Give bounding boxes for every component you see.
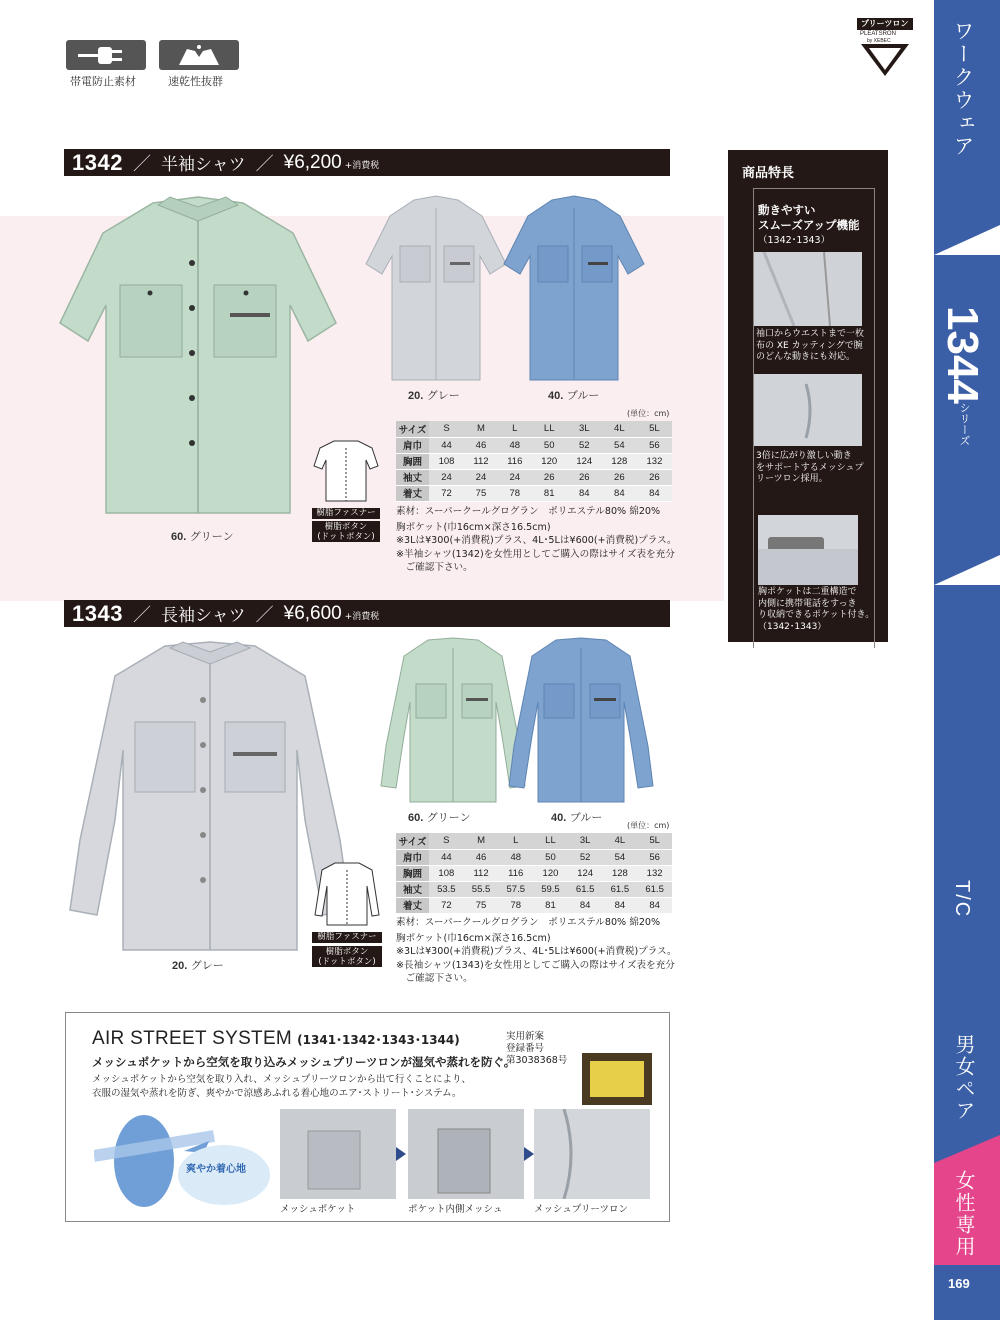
feature-text-cutting: 袖口からウエストまで一枚 布の XE カッティングで腕 のどんな動きにも対応。 bbox=[756, 329, 865, 362]
size-cell: 56 bbox=[637, 849, 672, 865]
size-cell: 75 bbox=[464, 897, 499, 913]
size-cell: 81 bbox=[533, 897, 568, 913]
size-cell: 72 bbox=[429, 897, 464, 913]
size-row-label: 着丈 bbox=[396, 485, 429, 501]
size-table-1342 bbox=[396, 421, 672, 502]
size-cell: 48 bbox=[498, 849, 533, 865]
caption-pocket-inner-mesh: ポケット内側メッシュ bbox=[408, 1204, 503, 1215]
color-caption-blue-1342: 40. ブルー bbox=[548, 389, 600, 402]
sidebar-series-suffix: シリーズ bbox=[958, 402, 971, 446]
size-cell: 48 bbox=[498, 437, 532, 453]
color-caption-grey-1343: 20. グレー bbox=[172, 959, 224, 972]
size-cell: 112 bbox=[464, 865, 499, 881]
color-caption-green-1342: 60. グリーン bbox=[171, 530, 234, 543]
size-cell: 5L bbox=[637, 421, 672, 437]
notes-1343: 素材：スーパークールグログラン ポリエステル80% 綿20% 胸ポケット(巾16cm×深さ16.5cm) ※3Lは¥300(+消費税)プラス、4L･5Lは¥600(+消費税)プラス。 ※長袖シャツ(1343)を女性用としてご購入の際はサイズ表を充分 ご確認下さい。 bbox=[396, 917, 677, 984]
size-row bbox=[396, 849, 672, 865]
shirt-1342-green-image bbox=[58, 193, 348, 523]
size-cell: M bbox=[464, 421, 498, 437]
size-cell: LL bbox=[533, 833, 568, 849]
air-street-title-row bbox=[92, 1028, 460, 1050]
size-cell: L bbox=[498, 421, 532, 437]
size-cell: S bbox=[429, 421, 464, 437]
product-name: 半袖シャツ bbox=[160, 155, 246, 175]
size-cell: L bbox=[498, 833, 533, 849]
notes-1342: 素材：スーパークールグログラン ポリエステル80% 綿20% 胸ポケット(巾16cm×深さ16.5cm) ※3Lは¥300(+消費税)プラス、4L･5Lは¥600(+消費税)プラス。 ※半袖シャツ(1342)を女性用としてご購入の際はサイズ表を充分 ご確認下さい。 bbox=[396, 506, 677, 573]
product-code: 1342 bbox=[72, 149, 123, 175]
antistatic-icon bbox=[66, 40, 146, 70]
size-cell: M bbox=[464, 833, 499, 849]
feature-label-antistatic: 帯電防止素材 bbox=[70, 75, 136, 88]
size-cell: 84 bbox=[637, 485, 672, 501]
size-cell: 78 bbox=[498, 897, 533, 913]
size-cell: 75 bbox=[464, 485, 498, 501]
brand-logo-sub: PLEATSRON bbox=[860, 31, 896, 37]
size-row-label: サイズ bbox=[396, 421, 429, 437]
size-row-label: 肩巾 bbox=[396, 849, 429, 865]
feature-photo-cutting bbox=[754, 252, 862, 326]
size-row-label: 肩巾 bbox=[396, 437, 429, 453]
tag-resin-button-1342: 樹脂ボタン (ドットボタン) bbox=[312, 521, 380, 542]
sidebar-women: 女性専用 bbox=[952, 1170, 976, 1258]
size-cell: 3L bbox=[568, 833, 603, 849]
size-row-label: 着丈 bbox=[396, 897, 429, 913]
size-row bbox=[396, 469, 672, 485]
brand-logo-by: by XEBEC bbox=[867, 38, 891, 44]
size-cell: 84 bbox=[602, 485, 637, 501]
size-cell: 132 bbox=[637, 453, 672, 469]
size-header-row bbox=[396, 833, 672, 849]
air-street-lead: メッシュポケットから空気を取り込みメッシュプリーツロンが湿気や蒸れを防ぐ。 bbox=[92, 1055, 516, 1069]
size-row bbox=[396, 485, 672, 501]
air-street-codes: (1341･1342･1343･1344) bbox=[297, 1033, 460, 1047]
sidebar bbox=[934, 0, 1000, 1320]
size-cell: 50 bbox=[533, 849, 568, 865]
shirt-1342-grey-image bbox=[364, 194, 514, 384]
tag-resin-zipper-1342: 樹脂ファスナー bbox=[312, 508, 380, 519]
size-header-row bbox=[396, 421, 672, 437]
size-cell: 55.5 bbox=[464, 881, 499, 897]
size-row-label: 袖丈 bbox=[396, 881, 429, 897]
size-cell: 61.5 bbox=[637, 881, 672, 897]
product-tax: +消費税 bbox=[344, 161, 380, 171]
size-cell: 120 bbox=[532, 453, 567, 469]
features-headline: 動きやすい スムーズアップ機能 （1342･1343） bbox=[758, 203, 860, 246]
air-street-desc: メッシュポケットから空気を取り入れ、メッシュプリーツロンから出て行くことにより、 衣服の湿気や蒸れを防ぎ、爽やかで涼感あふれる着心地のエア･ストリート･システム。 bbox=[92, 1074, 471, 1099]
size-cell: 26 bbox=[532, 469, 567, 485]
features-title: 商品特長 bbox=[742, 166, 795, 181]
size-cell: 5L bbox=[637, 833, 672, 849]
size-cell: 46 bbox=[464, 849, 499, 865]
size-cell: 61.5 bbox=[568, 881, 603, 897]
brand-logo bbox=[855, 14, 915, 78]
size-cell: 78 bbox=[498, 485, 532, 501]
size-cell: 128 bbox=[602, 453, 637, 469]
size-cell: 44 bbox=[429, 849, 464, 865]
size-row-label: 胸囲 bbox=[396, 865, 429, 881]
size-cell: 84 bbox=[567, 485, 602, 501]
size-row bbox=[396, 881, 672, 897]
size-cell: 57.5 bbox=[498, 881, 533, 897]
feature-label-quick-dry: 速乾性抜群 bbox=[168, 75, 223, 88]
size-cell: 4L bbox=[602, 421, 637, 437]
size-row-label: サイズ bbox=[396, 833, 429, 849]
product-price: ¥6,200 bbox=[283, 151, 342, 173]
size-cell: 24 bbox=[498, 469, 532, 485]
air-street-box bbox=[65, 1012, 670, 1222]
shirt-1343-back-diagram bbox=[312, 860, 382, 928]
size-cell: 128 bbox=[603, 865, 638, 881]
unit-label-1343: (単位：cm) bbox=[627, 821, 670, 830]
size-cell: LL bbox=[532, 421, 567, 437]
size-row bbox=[396, 865, 672, 881]
size-cell: 26 bbox=[602, 469, 637, 485]
size-cell: 3L bbox=[567, 421, 602, 437]
shirt-1343-blue-image bbox=[506, 636, 656, 806]
size-cell: 61.5 bbox=[603, 881, 638, 897]
size-cell: 52 bbox=[568, 849, 603, 865]
size-cell: 50 bbox=[532, 437, 567, 453]
shirt-1342-blue-image bbox=[502, 194, 652, 384]
product-header-1342: 1342 ／ 半袖シャツ ／ ¥6,200 +消費税 bbox=[64, 149, 670, 176]
shirt-1342-back-diagram bbox=[312, 438, 380, 504]
size-row bbox=[396, 897, 672, 913]
size-cell: 44 bbox=[429, 437, 464, 453]
caption-mesh-pocket: メッシュポケット bbox=[280, 1204, 356, 1215]
product-code: 1343 bbox=[72, 600, 123, 626]
size-row-label: 袖丈 bbox=[396, 469, 429, 485]
size-cell: 46 bbox=[464, 437, 498, 453]
size-cell: 124 bbox=[568, 865, 603, 881]
size-row bbox=[396, 453, 672, 469]
size-cell: 116 bbox=[498, 453, 532, 469]
size-cell: 59.5 bbox=[533, 881, 568, 897]
size-cell: 124 bbox=[567, 453, 602, 469]
feature-photo-pocket bbox=[758, 515, 858, 585]
feature-text-pocket: 胸ポケットは二重構造で 内側に携帯電話をすっき り収納できるポケット付き。 （1342･1343） bbox=[758, 587, 875, 632]
size-cell: 116 bbox=[498, 865, 533, 881]
product-header-1343: 1343 ／ 長袖シャツ ／ ¥6,600 +消費税 bbox=[64, 600, 670, 627]
comfort-label: 爽やか着心地 bbox=[186, 1164, 246, 1175]
photo-pocket-inner-mesh bbox=[408, 1109, 524, 1199]
size-cell: 132 bbox=[637, 865, 672, 881]
size-cell: 26 bbox=[637, 469, 672, 485]
caption-mesh-pleatsron: メッシュプリーツロン bbox=[534, 1204, 629, 1215]
sidebar-pair: 男女ペア bbox=[952, 1034, 976, 1122]
size-cell: 81 bbox=[532, 485, 567, 501]
size-cell: 54 bbox=[602, 437, 637, 453]
size-cell: 24 bbox=[429, 469, 464, 485]
sidebar-series-number: 1344 bbox=[938, 306, 987, 404]
size-cell: 4L bbox=[603, 833, 638, 849]
tag-resin-zipper-1343: 樹脂ファスナー bbox=[312, 932, 382, 943]
color-caption-grey-1342: 20. グレー bbox=[408, 389, 460, 402]
size-cell: 24 bbox=[464, 469, 498, 485]
unit-label-1342: (単位：cm) bbox=[627, 409, 670, 418]
page-number: 169 bbox=[948, 1276, 970, 1291]
size-cell: 108 bbox=[429, 865, 464, 881]
brand-logo-text: プリーツロン bbox=[861, 19, 909, 28]
color-caption-blue-1343: 40. ブルー bbox=[551, 811, 603, 824]
tag-resin-button-1343: 樹脂ボタン (ドットボタン) bbox=[312, 946, 382, 967]
size-cell: 72 bbox=[429, 485, 464, 501]
size-cell: 54 bbox=[603, 849, 638, 865]
size-cell: 112 bbox=[464, 453, 498, 469]
size-row bbox=[396, 437, 672, 453]
feature-photo-mesh bbox=[754, 374, 862, 446]
size-cell: S bbox=[429, 833, 464, 849]
size-cell: 26 bbox=[567, 469, 602, 485]
product-tax: +消費税 bbox=[344, 612, 380, 622]
airflow-illustration bbox=[94, 1111, 274, 1211]
size-cell: 84 bbox=[637, 897, 672, 913]
feature-text-mesh: 3倍に広がり激しい動き をサポートするメッシュプ リーツロン採用。 bbox=[756, 451, 864, 484]
patent-info: 実用新案 登録番号 第3038368号 bbox=[506, 1031, 568, 1066]
size-cell: 120 bbox=[533, 865, 568, 881]
photo-mesh-pleatsron bbox=[534, 1109, 650, 1199]
product-price: ¥6,600 bbox=[283, 602, 342, 624]
product-name: 長袖シャツ bbox=[160, 606, 246, 626]
air-street-title: AIR STREET SYSTEM bbox=[92, 1028, 293, 1049]
size-cell: 52 bbox=[567, 437, 602, 453]
arrow-icon bbox=[396, 1147, 406, 1161]
quick-dry-icon bbox=[159, 40, 239, 70]
size-table-1343 bbox=[396, 833, 672, 914]
size-cell: 84 bbox=[568, 897, 603, 913]
color-caption-green-1343: 60. グリーン bbox=[408, 811, 471, 824]
photo-mesh-pocket bbox=[280, 1109, 396, 1199]
arrow-icon bbox=[524, 1147, 534, 1161]
sidebar-material: T/C bbox=[951, 880, 973, 919]
size-cell: 56 bbox=[637, 437, 672, 453]
size-cell: 108 bbox=[429, 453, 464, 469]
size-cell: 84 bbox=[603, 897, 638, 913]
size-cell: 53.5 bbox=[429, 881, 464, 897]
sidebar-category: ワークウェア bbox=[951, 20, 975, 158]
features-panel bbox=[728, 150, 888, 642]
size-row-label: 胸囲 bbox=[396, 453, 429, 469]
patent-certificate-image bbox=[582, 1053, 652, 1105]
